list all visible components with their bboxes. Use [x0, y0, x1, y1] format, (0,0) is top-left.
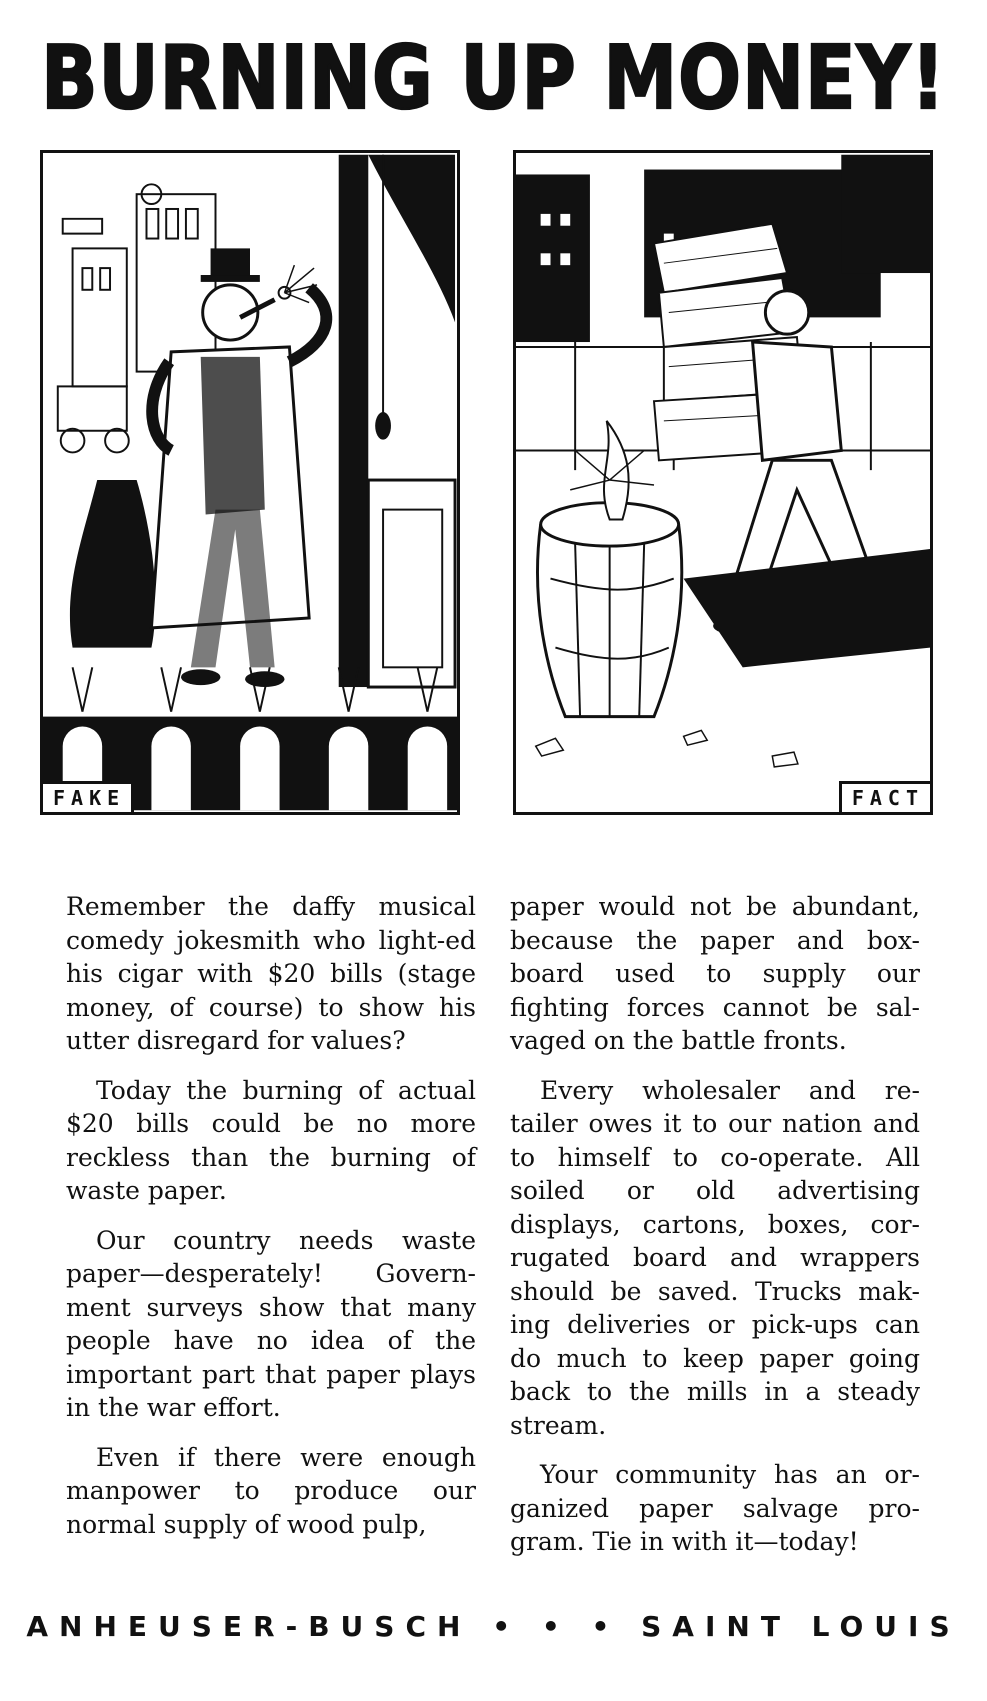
paper-burning-illustration — [516, 153, 930, 812]
illustration-fact — [513, 150, 933, 815]
paragraph: Even if there were enough manpower to produce our normal supply of wood pulp, — [66, 1442, 476, 1539]
text-column-left — [66, 890, 476, 1557]
paragraph: Your community has an or-ganized paper salvage pro-gram. Tie in with it—today! — [510, 1460, 920, 1556]
text-column-right — [510, 890, 920, 1575]
fact-label: FACT — [839, 781, 930, 812]
headline: BURNING UP MONEY! — [41, 28, 946, 130]
paragraph: paper would not be abundant, because the paper and box-board used to supply our fighting forces cannot be sal-vaged on the battle fronts. — [510, 892, 920, 1055]
illustration-fake — [40, 150, 460, 815]
fake-label: FAKE — [43, 781, 134, 812]
paragraph: Today the burning of actual $20 bills could be no more reckless than the burning of waste paper. — [66, 1075, 476, 1205]
sponsor-footer: ANHEUSER-BUSCH • • • SAINT LOUIS — [26, 1610, 961, 1643]
jokester-illustration — [43, 153, 457, 812]
paragraph: Every wholesaler and re-tailer owes it to our nation and to himself to co-operate. All soiled or old advertising displays, cartons, boxes, cor-rugated board and wrappers should be saved. Trucks mak-ing deliveries or pick-ups can do much to keep paper going back to the mills in a steady stream. — [510, 1075, 920, 1440]
paragraph: Our country needs waste paper—desperately! Govern-ment surveys show that many people have no idea of the important part that paper plays in the war effort. — [66, 1225, 476, 1422]
paragraph: Remember the daffy musical comedy jokesmith who light-ed his cigar with $20 bills (stage money, of course) to show his utter disregard for values? — [66, 892, 476, 1055]
